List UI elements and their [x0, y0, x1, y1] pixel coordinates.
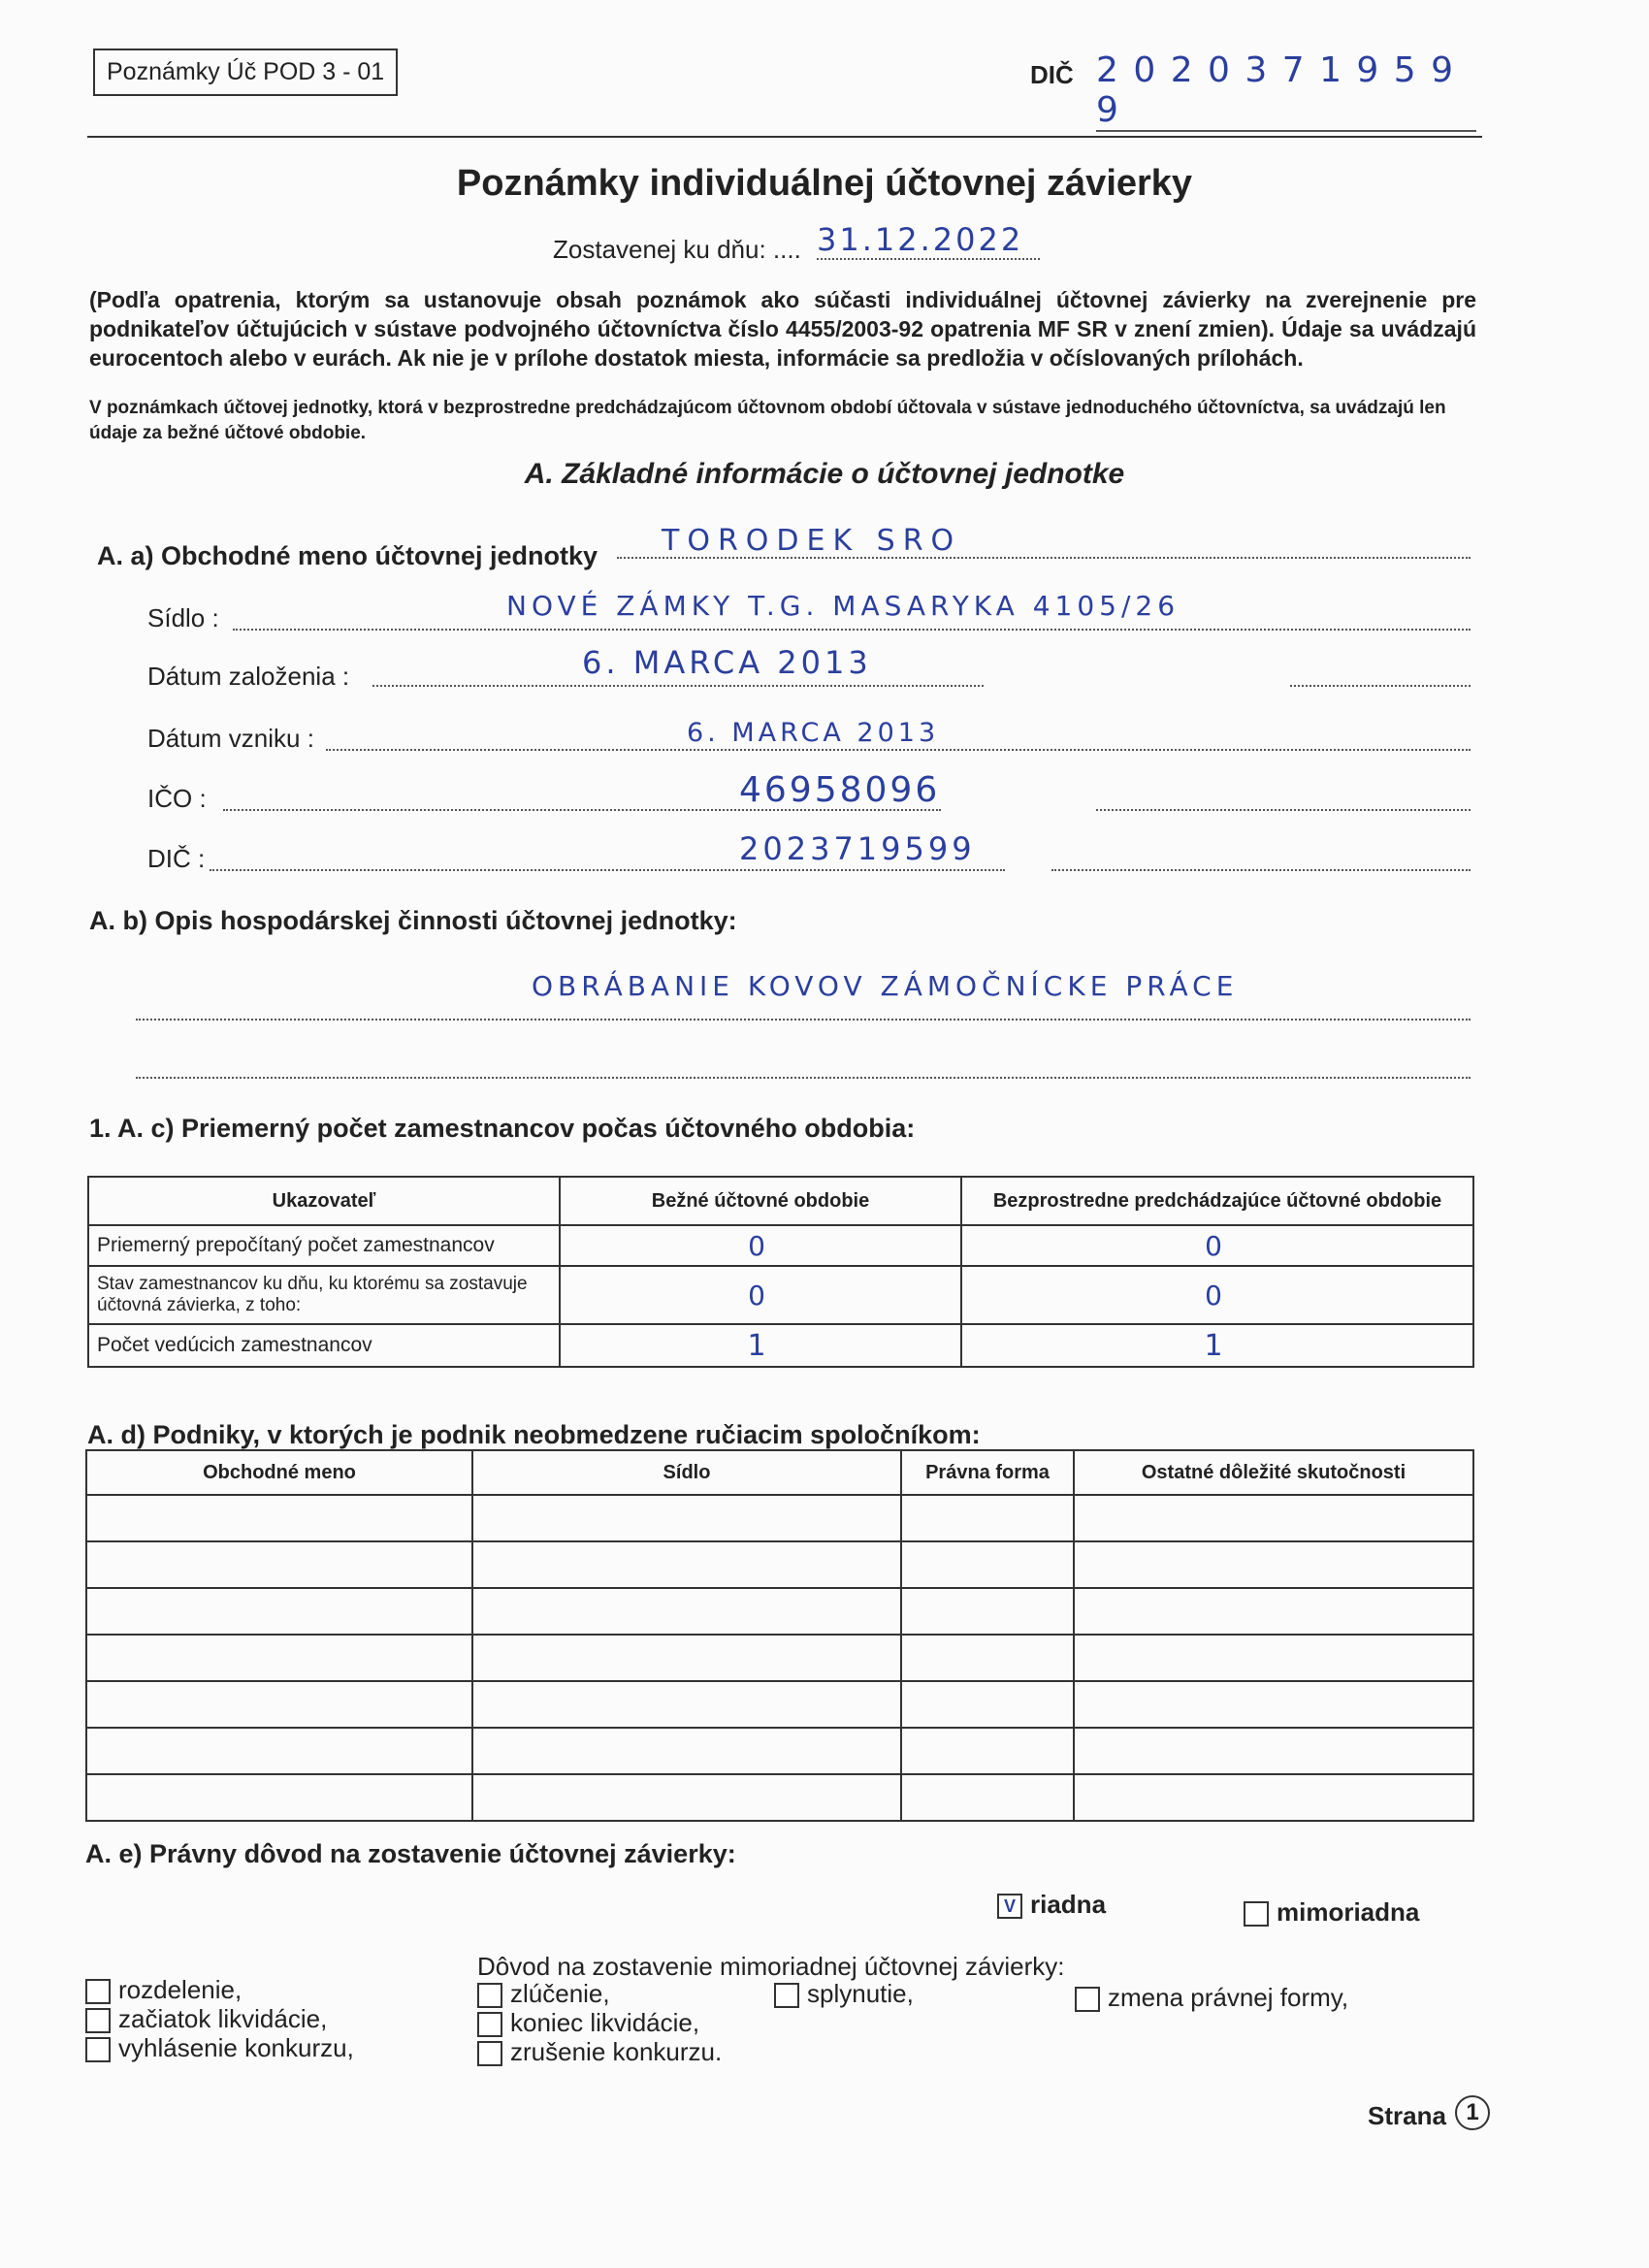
vznik-label: Dátum vzniku :	[147, 724, 314, 753]
date-value[interactable]: 31.12.2022	[817, 221, 1040, 260]
option-zmena-pravnej-formy[interactable]	[1075, 1983, 1348, 2013]
employees-row-previous[interactable]: 0	[961, 1225, 1473, 1266]
table-row[interactable]	[86, 1495, 1473, 1541]
table-row	[88, 1266, 1473, 1324]
header-dic-label: DIČ	[1030, 60, 1074, 89]
table-row[interactable]	[86, 1588, 1473, 1635]
reason-label: Dôvod na zostavenie mimoriadnej účtovnej závierky:	[477, 1952, 1065, 1981]
employees-header-current: Bežné účtovné obdobie	[560, 1177, 961, 1225]
sidlo-line	[233, 629, 1471, 631]
zaciatok-label: začiatok likvidácie,	[118, 2004, 328, 2033]
header-dic-value[interactable]: 2 0 2 0 3 7 1 9 5 9 9	[1096, 50, 1476, 132]
header-rule	[87, 136, 1482, 138]
konkurz-label: vyhlásenie konkurzu,	[118, 2033, 354, 2062]
table-row[interactable]	[86, 1681, 1473, 1728]
zlucenie-label: zlúčenie,	[510, 1979, 610, 2008]
page-label: Strana	[1368, 2101, 1446, 2130]
splynutie-label: splynutie,	[807, 1979, 914, 2008]
dic-label: DIČ :	[147, 844, 206, 873]
companies-header-seat: Sídlo	[472, 1450, 901, 1495]
riadna-option[interactable]	[997, 1890, 1106, 1920]
a-d-label: A. d) Podniky, v ktorých je podnik neobmedzene ručiacim spoločníkom:	[87, 1420, 981, 1449]
zalozenie-line-2	[1290, 685, 1471, 687]
note-text: V poznámkach účtovej jednotky, ktorá v bezprostredne predchádzajúcom účtovnom období účtovala v sústave jednoduchého účtovníctva, sa uvádzajú len údaje za bežné účtové obdobie.	[89, 398, 1446, 443]
zrusenie-checkbox[interactable]	[477, 2041, 502, 2066]
employees-row-current[interactable]: 0	[560, 1266, 961, 1324]
option-splynutie[interactable]	[774, 1979, 914, 2009]
table-row[interactable]	[86, 1635, 1473, 1681]
intro-text: (Podľa opatrenia, ktorým sa ustanovuje obsah poznámok ako súčasti individuálnej účtovnej závierky na zverejnenie pre podnikateľov účtujúcich v sústave podvojného účtovníctva číslo 4455/2003-92 opatrenia MF SR v znení zmien). Údaje sa uvádzajú eurocentoch alebo v eurách. Ak nie je v prílohe dostatok miesta, informácie sa predložia v očíslovaných prílohách.	[89, 287, 1476, 371]
mimoriadna-checkbox[interactable]	[1244, 1901, 1269, 1927]
konkurz-checkbox[interactable]	[85, 2037, 111, 2062]
table-row	[88, 1324, 1473, 1367]
zalozenie-value[interactable]: 6. MARCA 2013	[582, 644, 872, 681]
employees-row-previous[interactable]: 1	[961, 1324, 1473, 1367]
table-row[interactable]	[86, 1728, 1473, 1774]
splynutie-checkbox[interactable]	[774, 1983, 799, 2008]
vznik-value[interactable]: 6. MARCA 2013	[687, 718, 940, 748]
employees-header-indicator: Ukazovateľ	[88, 1177, 560, 1225]
zlucenie-checkbox[interactable]	[477, 1983, 502, 2008]
a-b-line-1	[136, 1019, 1471, 1021]
dic-line-2	[1051, 869, 1471, 871]
zalozenie-line	[372, 685, 984, 687]
employees-header-row	[88, 1177, 1473, 1225]
mimoriadna-option[interactable]	[1244, 1897, 1419, 1928]
vznik-line	[326, 749, 1471, 751]
activity-value[interactable]: OBRÁBANIE KOVOV ZÁMOČNÍCKE PRÁCE	[532, 970, 1239, 1002]
page-title: Poznámky individuálnej účtovnej závierky	[456, 163, 1193, 204]
a-b-line-2	[136, 1077, 1471, 1079]
table-row[interactable]	[86, 1541, 1473, 1588]
koniec-checkbox[interactable]	[477, 2012, 502, 2037]
dic-line	[210, 869, 1005, 871]
companies-header-name: Obchodné meno	[86, 1450, 472, 1495]
a-e-label: A. e) Právny dôvod na zostavenie účtovnej závierky:	[85, 1839, 736, 1868]
ico-label: IČO :	[147, 784, 207, 813]
zmena-label: zmena právnej formy,	[1108, 1983, 1349, 2012]
employees-table	[87, 1176, 1474, 1368]
option-zaciatok-likvidacie[interactable]	[85, 2004, 327, 2034]
koniec-label: koniec likvidácie,	[510, 2008, 700, 2037]
company-name-value[interactable]: TORODEK SRO	[662, 524, 962, 558]
section-a-title: A. Základné informácie o účtovnej jednotke	[524, 458, 1125, 490]
table-row[interactable]	[86, 1774, 1473, 1821]
ico-line-2	[1096, 809, 1471, 811]
riadna-checkbox[interactable]: V	[997, 1894, 1022, 1919]
companies-header-legal-form: Právna forma	[901, 1450, 1074, 1495]
mimoriadna-label: mimoriadna	[1277, 1897, 1420, 1927]
option-koniec-likvidacie[interactable]	[477, 2008, 699, 2038]
a-c-label: 1. A. c) Priemerný počet zamestnancov počas účtovného obdobia:	[89, 1114, 916, 1143]
employees-row-name: Priemerný prepočítaný počet zamestnancov	[88, 1225, 560, 1266]
riadna-label: riadna	[1030, 1890, 1107, 1919]
companies-header-other: Ostatné dôležité skutočnosti	[1074, 1450, 1473, 1495]
employees-row-current[interactable]: 0	[560, 1225, 961, 1266]
ico-value[interactable]: 46958096	[739, 770, 941, 810]
employees-row-name: Počet vedúcich zamestnancov	[88, 1324, 560, 1367]
sidlo-label: Sídlo :	[147, 603, 219, 632]
dic-value[interactable]: 2023719599	[739, 830, 976, 867]
zrusenie-label: zrušenie konkurzu.	[510, 2037, 723, 2066]
sidlo-value[interactable]: NOVÉ ZÁMKY T.G. MASARYKA 4105/26	[506, 590, 1180, 622]
rozdelenie-checkbox[interactable]	[85, 1979, 111, 2004]
companies-header-row	[86, 1450, 1473, 1495]
option-vyhlasenie-konkurzu[interactable]	[85, 2033, 354, 2063]
employees-row-current[interactable]: 1	[560, 1324, 961, 1367]
employees-row-previous[interactable]: 0	[961, 1266, 1473, 1324]
option-zrusenie-konkurzu[interactable]	[477, 2037, 722, 2067]
table-row	[88, 1225, 1473, 1266]
zmena-checkbox[interactable]	[1075, 1987, 1100, 2012]
companies-table	[85, 1449, 1474, 1822]
a-b-label: A. b) Opis hospodárskej činnosti účtovnej jednotky:	[89, 906, 737, 935]
date-label: Zostavenej ku dňu: ....	[553, 235, 801, 264]
employees-header-previous: Bezprostredne predchádzajúce účtovné obdobie	[961, 1177, 1473, 1225]
option-rozdelenie[interactable]	[85, 1975, 242, 2005]
form-id: Poznámky Úč POD 3 - 01	[93, 49, 398, 96]
employees-row-name: Stav zamestnancov ku dňu, ku ktorému sa zostavuje účtovná závierka, z toho:	[88, 1266, 560, 1324]
page-number: 1	[1455, 2095, 1490, 2130]
zalozenie-label: Dátum založenia :	[147, 662, 350, 691]
option-zlucenie[interactable]	[477, 1979, 610, 2009]
a-a-label: A. a) Obchodné meno účtovnej jednotky	[97, 541, 598, 570]
zaciatok-checkbox[interactable]	[85, 2008, 111, 2033]
rozdelenie-label: rozdelenie,	[118, 1975, 242, 2004]
